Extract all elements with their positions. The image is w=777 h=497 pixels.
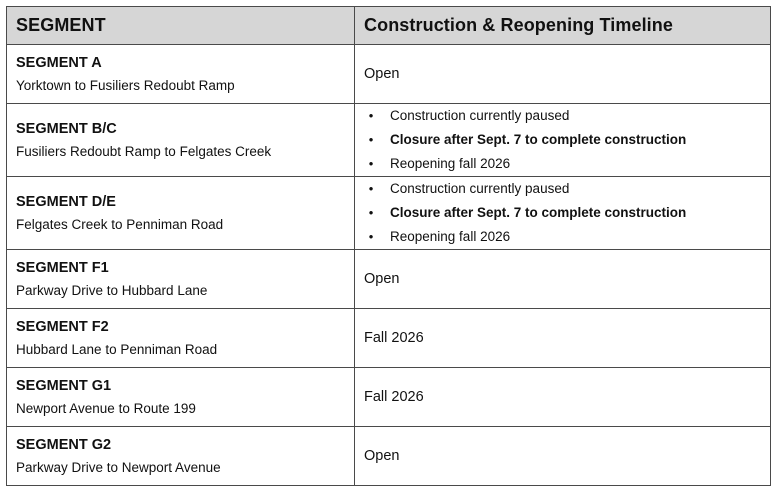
list-item [364,128,761,152]
segment-cell [7,368,355,427]
header-row [7,7,771,45]
list-item-text: Reopening fall 2026 [390,229,511,244]
bullet-icon: • [368,132,374,147]
timeline-status: Open [364,271,400,287]
timeline-status: Fall 2026 [364,389,424,405]
list-item [364,177,761,201]
segment-name: SEGMENT B/C [16,121,117,137]
segment-description: Felgates Creek to Penniman Road [16,217,224,232]
segment-name: SEGMENT F2 [16,319,109,335]
bullet-icon: • [368,108,374,123]
segment-cell [7,427,355,486]
list-item-text: Closure after Sept. 7 to complete construction [390,132,687,147]
table-row [7,45,771,104]
list-item [364,201,761,225]
table-header [7,7,771,45]
segment-name: SEGMENT F1 [16,260,109,276]
table-row [7,104,771,177]
bullet-icon: • [368,205,374,220]
bullet-icon: • [368,181,374,196]
table-row [7,177,771,250]
timeline-cell [355,104,771,177]
timeline-cell [355,45,771,104]
timeline-cell [355,368,771,427]
list-item [364,104,761,128]
segment-cell [7,104,355,177]
timeline-cell [355,250,771,309]
timeline-list [364,177,761,249]
timeline-status: Open [364,66,400,82]
segment-description: Parkway Drive to Newport Avenue [16,460,221,475]
table-row [7,427,771,486]
segment-timeline-table [6,6,771,486]
timeline-cell [355,177,771,250]
timeline-status: Open [364,448,400,464]
timeline-cell [355,427,771,486]
segment-name: SEGMENT G1 [16,378,112,394]
segment-name: SEGMENT D/E [16,194,116,210]
list-item [364,152,761,176]
segment-description: Newport Avenue to Route 199 [16,401,196,416]
segment-description: Hubbard Lane to Penniman Road [16,342,218,357]
segment-description: Yorktown to Fusiliers Redoubt Ramp [16,78,235,93]
segment-cell [7,45,355,104]
timeline-status: Fall 2026 [364,330,424,346]
list-item-text: Closure after Sept. 7 to complete construction [390,205,687,220]
segment-cell [7,177,355,250]
bullet-icon: • [368,229,374,244]
segment-description: Parkway Drive to Hubbard Lane [16,283,208,298]
header-segment: SEGMENT [7,7,355,45]
segment-description: Fusiliers Redoubt Ramp to Felgates Creek [16,144,272,159]
segment-cell [7,309,355,368]
list-item-text: Reopening fall 2026 [390,156,511,171]
timeline-list [364,104,761,176]
list-item-text: Construction currently paused [390,181,570,196]
header-timeline: Construction & Reopening Timeline [355,7,771,45]
list-item [364,225,761,249]
bullet-icon: • [368,156,374,171]
table-row [7,368,771,427]
list-item-text: Construction currently paused [390,108,570,123]
table-row [7,309,771,368]
segment-name: SEGMENT G2 [16,437,112,453]
segment-cell [7,250,355,309]
timeline-cell [355,309,771,368]
table-row [7,250,771,309]
segment-name: SEGMENT A [16,55,102,71]
